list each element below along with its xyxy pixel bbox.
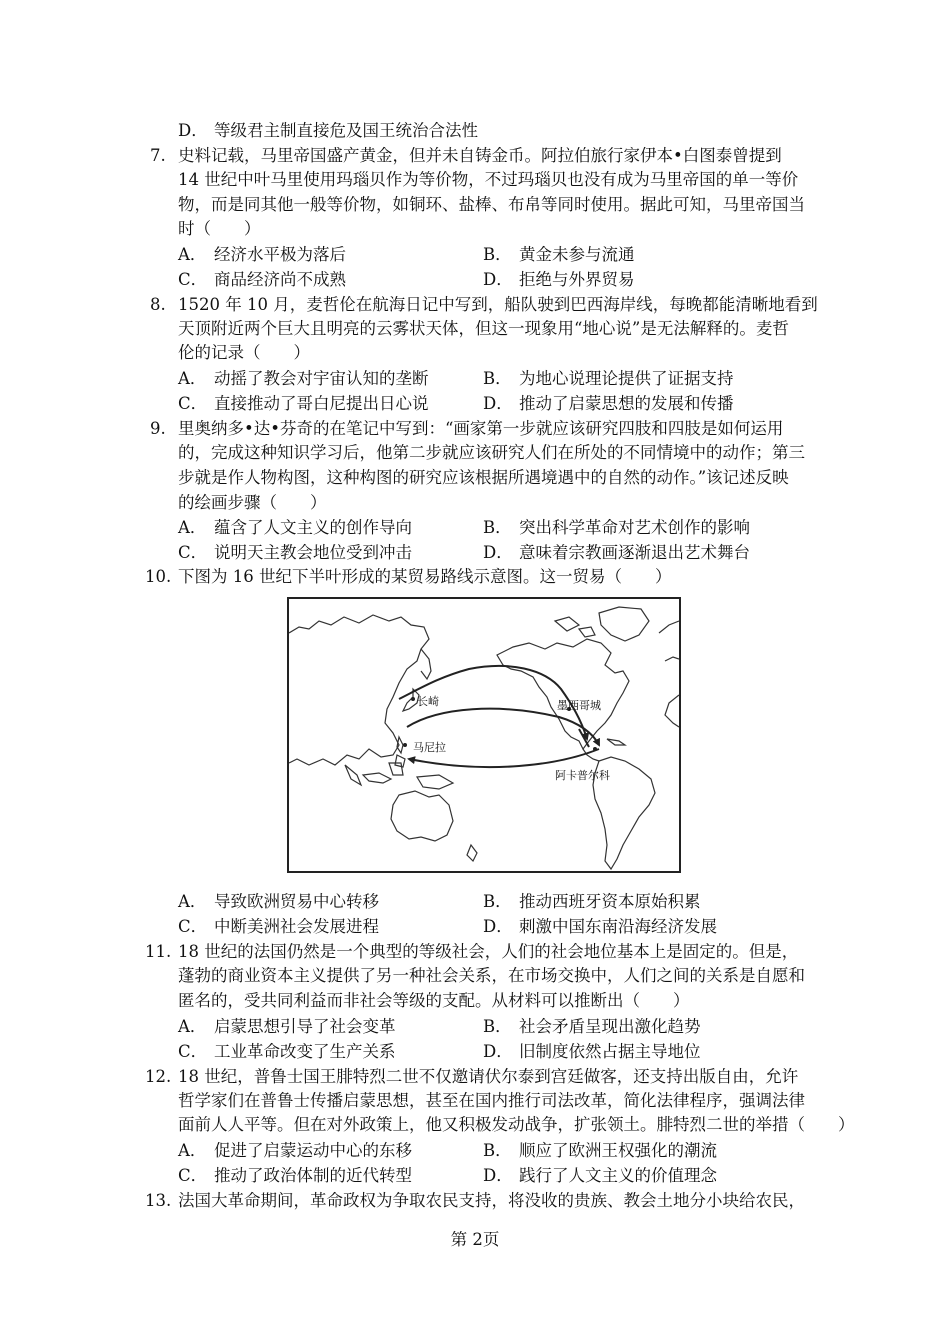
greenland: [599, 607, 649, 641]
map-label-nagasaki: 长崎: [417, 695, 439, 708]
kamchatka: [421, 649, 431, 679]
q7-stem-line: 时（ ）: [178, 219, 261, 238]
q10-option-d[interactable]: D． 刺激中国东南沿海经济发展: [483, 917, 717, 936]
q11-stem-line: 蓬勃的商业资本主义提供了另一种社会关系，在市场交换中，人们之间的关系是自愿和: [178, 966, 805, 985]
philippines-south: [395, 755, 405, 767]
q9-option-c[interactable]: C． 说明天主教会地位受到冲击: [178, 543, 412, 562]
new-guinea: [417, 775, 453, 789]
q11-stem-line: 匿名的，受共同利益而非社会等级的支配。从材料可以推断出（ ）: [178, 991, 690, 1010]
q7-stem-line: 史料记载，马里帝国盛产黄金，但并未自铸金币。阿拉伯旅行家伊本•白图泰曾提到: [178, 146, 782, 165]
q8-stem-line: 1520 年 10 月，麦哲伦在航海日记中写到，船队驶到巴西海岸线，每晚都能清晰地看到: [178, 295, 818, 314]
q13-number: 13.: [145, 1191, 172, 1210]
q6-option-d: D． 等级君主制直接危及国王统治合法性: [178, 121, 478, 140]
new-zealand: [467, 845, 477, 861]
trade-route-map-svg: [289, 599, 679, 871]
australia: [391, 791, 453, 841]
map-label-mexico-city: 墨西哥城: [557, 699, 601, 712]
q7-stem-line: 物，而是同其他一般等价物，如铜环、盐棒、布帛等同时使用。据此可知，马里帝国当: [178, 195, 805, 214]
q10-number: 10.: [145, 567, 172, 586]
europe-edge: [659, 621, 679, 633]
q7-stem-line: 14 世纪中叶马里使用玛瑙贝作为等价物，不过玛瑙贝也没有成为马里帝国的单一等价: [178, 170, 799, 189]
q11-number: 11.: [145, 942, 172, 961]
q9-stem-line: 的，完成这种知识学习后，他第二步就应该研究人们在所处的不同情境中的动作；第三: [178, 443, 805, 462]
q12-number: 12.: [145, 1067, 172, 1086]
q8-stem-line: 天顶附近两个巨大且明亮的云雾状天体，但这一现象用“地心说”是无法解释的。麦哲: [178, 319, 789, 338]
page-number: 第 2页: [450, 1230, 500, 1249]
caribbean-islands: [607, 739, 625, 745]
q10-option-a[interactable]: A． 导致欧洲贸易中心转移: [178, 892, 379, 911]
q7-option-a[interactable]: A． 经济水平极为落后: [178, 245, 346, 264]
q9-option-d[interactable]: D． 意味着宗教画逐渐退出艺术舞台: [483, 543, 750, 562]
philippines: [397, 737, 403, 753]
nagasaki-marker: [411, 697, 415, 701]
north-america: [497, 639, 629, 749]
q9-option-a[interactable]: A． 蕴含了人文主义的创作导向: [178, 518, 412, 537]
sumatra: [345, 765, 361, 785]
q13-stem-line: 法国大革命期间，革命政权为争取农民支持，将没收的贵族、教会土地分小块给农民，: [178, 1191, 805, 1210]
q9-option-b[interactable]: B． 突出科学革命对艺术创作的影响: [483, 518, 750, 537]
q8-option-b[interactable]: B． 为地心说理论提供了证据支持: [483, 369, 734, 388]
map-label-acapulco: 阿卡普尔科: [555, 769, 610, 782]
q7-option-d[interactable]: D． 拒绝与外界贸易: [483, 270, 635, 289]
q8-number: 8.: [150, 295, 166, 314]
eurasia-coast: [289, 615, 429, 765]
q12-option-d[interactable]: D． 践行了人文主义的价值理念: [483, 1166, 717, 1185]
q12-stem-line: 哲学家们在普鲁士传播启蒙思想，甚至在国内推行司法改革，简化法律程序，强调法律: [178, 1091, 805, 1110]
q11-option-d[interactable]: D． 旧制度依然占据主导地位: [483, 1042, 701, 1061]
q8-option-d[interactable]: D． 推动了启蒙思想的发展和传播: [483, 394, 734, 413]
q8-stem-line: 伦的记录（ ）: [178, 343, 310, 362]
q11-option-c[interactable]: C． 工业革命改变了生产关系: [178, 1042, 396, 1061]
q7-option-c[interactable]: C． 商品经济尚不成熟: [178, 270, 346, 289]
trade-route-map: [287, 597, 681, 873]
route-manila-to-acapulco: [407, 709, 599, 745]
arctic-islands-2: [579, 627, 595, 637]
q9-stem-line: 的绘画步骤（ ）: [178, 493, 327, 512]
q11-option-a[interactable]: A． 启蒙思想引导了社会变革: [178, 1017, 396, 1036]
arctic-islands: [555, 617, 579, 631]
q11-stem-line: 18 世纪的法国仍然是一个典型的等级社会，人们的社会地位基本上是固定的。但是，: [178, 942, 799, 961]
map-label-manila: 马尼拉: [413, 741, 446, 754]
q8-option-c[interactable]: C． 直接推动了哥白尼提出日心说: [178, 394, 429, 413]
q12-option-b[interactable]: B． 顺应了欧洲王权强化的潮流: [483, 1141, 717, 1160]
q12-stem-line: 面前人人平等。但在对外政策上，他又积极发动战争，扩张领土。腓特烈二世的举措（ ）: [178, 1115, 855, 1134]
q9-stem-line: 里奥纳多•达•芬奇的在笔记中写到：“画家第一步就应该研究四肢和四肢是如何运用: [178, 419, 784, 438]
manila-marker: [403, 743, 407, 747]
q8-option-a[interactable]: A． 动摇了教会对宇宙认知的垄断: [178, 369, 429, 388]
acapulco-marker: [593, 747, 597, 751]
q12-option-a[interactable]: A． 促进了启蒙运动中心的东移: [178, 1141, 412, 1160]
q10-stem-line: 下图为 16 世纪下半叶形成的某贸易路线示意图。这一贸易（ ）: [178, 567, 672, 586]
q12-option-c[interactable]: C． 推动了政治体制的近代转型: [178, 1166, 412, 1185]
q7-number: 7.: [150, 146, 166, 165]
q11-option-b[interactable]: B． 社会矛盾呈现出激化趋势: [483, 1017, 701, 1036]
africa-edge: [665, 695, 679, 727]
europe-edge-2: [665, 657, 679, 661]
q9-stem-line: 步就是作人物构图，这种构图的研究应该根据所遇境遇中的自然的动作。”该记述反映: [178, 468, 789, 487]
q12-stem-line: 18 世纪，普鲁士国王腓特烈二世不仅邀请伏尔泰到宫廷做客，还支持出版自由，允许: [178, 1067, 799, 1086]
q10-option-c[interactable]: C． 中断美洲社会发展进程: [178, 917, 379, 936]
q10-option-b[interactable]: B． 推动西班牙资本原始积累: [483, 892, 701, 911]
q9-number: 9.: [150, 419, 166, 438]
q7-option-b[interactable]: B． 黄金未参与流通: [483, 245, 635, 264]
indonesia: [363, 773, 391, 783]
